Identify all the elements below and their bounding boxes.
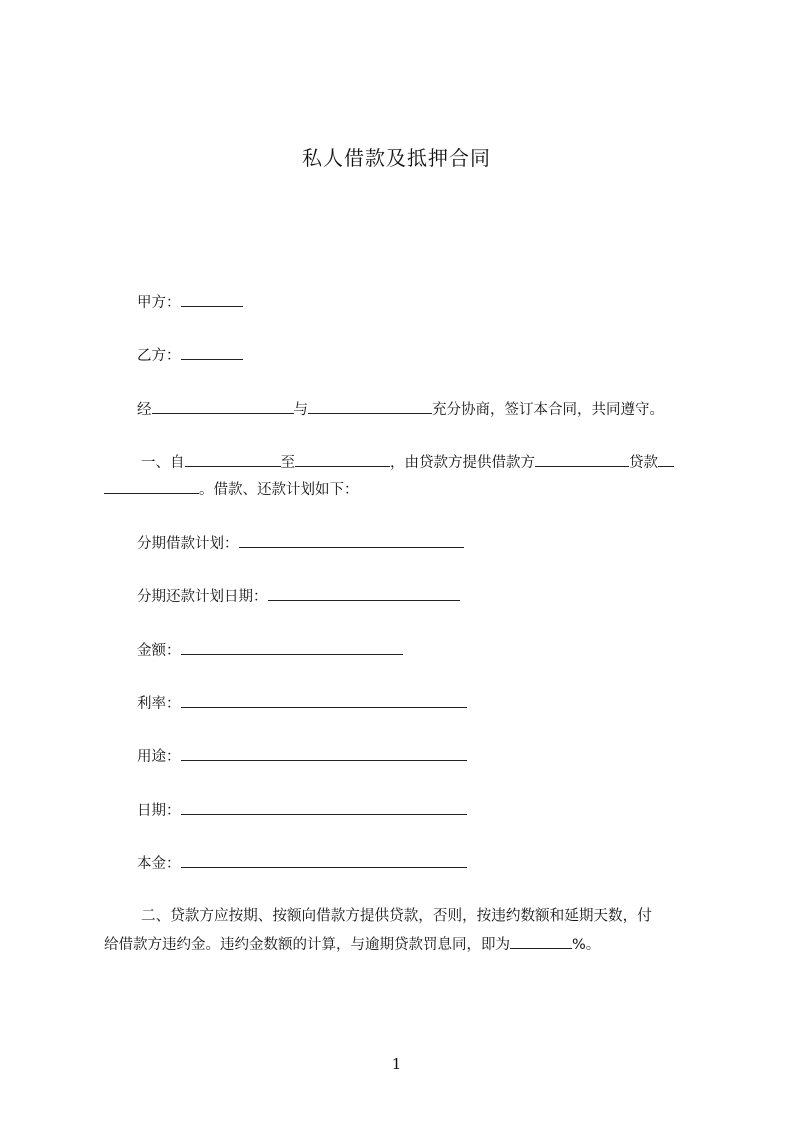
intro-blank-2	[308, 398, 432, 414]
clause2-suffix: %。	[572, 937, 601, 953]
clause2-text-1: 二、贷款方应按期、按额向借款方提供贷款，否则，按违约数额和延期天数，付	[141, 907, 652, 924]
field-blank	[181, 745, 467, 761]
field-installment-repay-date	[137, 585, 460, 607]
clause1-mid: ，由贷款方提供借款方	[390, 455, 535, 471]
field-date	[137, 799, 467, 821]
party-a-label: 甲方：	[137, 295, 181, 311]
field-label: 利率：	[137, 696, 181, 712]
field-blank	[181, 639, 403, 655]
clause1-line2-blank	[104, 478, 199, 494]
party-a-blank	[181, 291, 243, 307]
page-number: 1	[391, 1055, 402, 1073]
field-blank	[268, 585, 460, 601]
clause1-tail-blank	[658, 451, 674, 467]
clause1-to: 至	[280, 455, 295, 471]
field-label: 日期：	[137, 803, 181, 819]
intro-line	[137, 398, 664, 420]
clause1-line2-suffix: 。借款、还款计划如下：	[199, 482, 359, 498]
field-label: 分期借款计划：	[137, 536, 239, 552]
clause1-line1	[141, 451, 674, 473]
field-label: 本金：	[137, 856, 181, 872]
intro-mid: 与	[293, 402, 308, 418]
intro-suffix: 充分协商，签订本合同，共同遵守。	[432, 402, 664, 418]
clause1-amount-blank	[535, 451, 629, 467]
field-blank	[239, 532, 464, 548]
clause1-start-date-blank	[185, 451, 281, 467]
field-purpose	[137, 745, 467, 767]
clause1-end-date-blank	[295, 451, 390, 467]
party-b-blank	[181, 344, 243, 360]
clause2-line1	[141, 906, 652, 926]
field-blank	[181, 852, 467, 868]
field-amount	[137, 639, 403, 661]
field-installment-borrow	[137, 532, 464, 554]
clause2-penalty-blank	[510, 933, 572, 949]
clause2-line2	[104, 933, 600, 955]
field-label: 分期还款计划日期：	[137, 589, 268, 605]
field-interest-rate	[137, 692, 467, 714]
intro-blank-1	[152, 398, 294, 414]
field-label: 用途：	[137, 749, 181, 765]
field-label: 金额：	[137, 643, 181, 659]
field-blank	[181, 692, 467, 708]
party-b-label: 乙方：	[137, 348, 181, 364]
party-b-line	[137, 344, 243, 366]
clause1-prefix: 一、自	[141, 455, 185, 471]
clause1-line2	[104, 478, 359, 500]
clause1-loan: 贷款	[629, 455, 658, 471]
field-principal	[137, 852, 467, 874]
document-title: 私人借款及抵押合同	[302, 146, 491, 170]
clause2-prefix: 给借款方违约金。违约金数额的计算，与逾期贷款罚息同，即为	[104, 937, 510, 953]
intro-prefix: 经	[137, 402, 152, 418]
party-a-line	[137, 291, 243, 313]
field-blank	[181, 799, 467, 815]
